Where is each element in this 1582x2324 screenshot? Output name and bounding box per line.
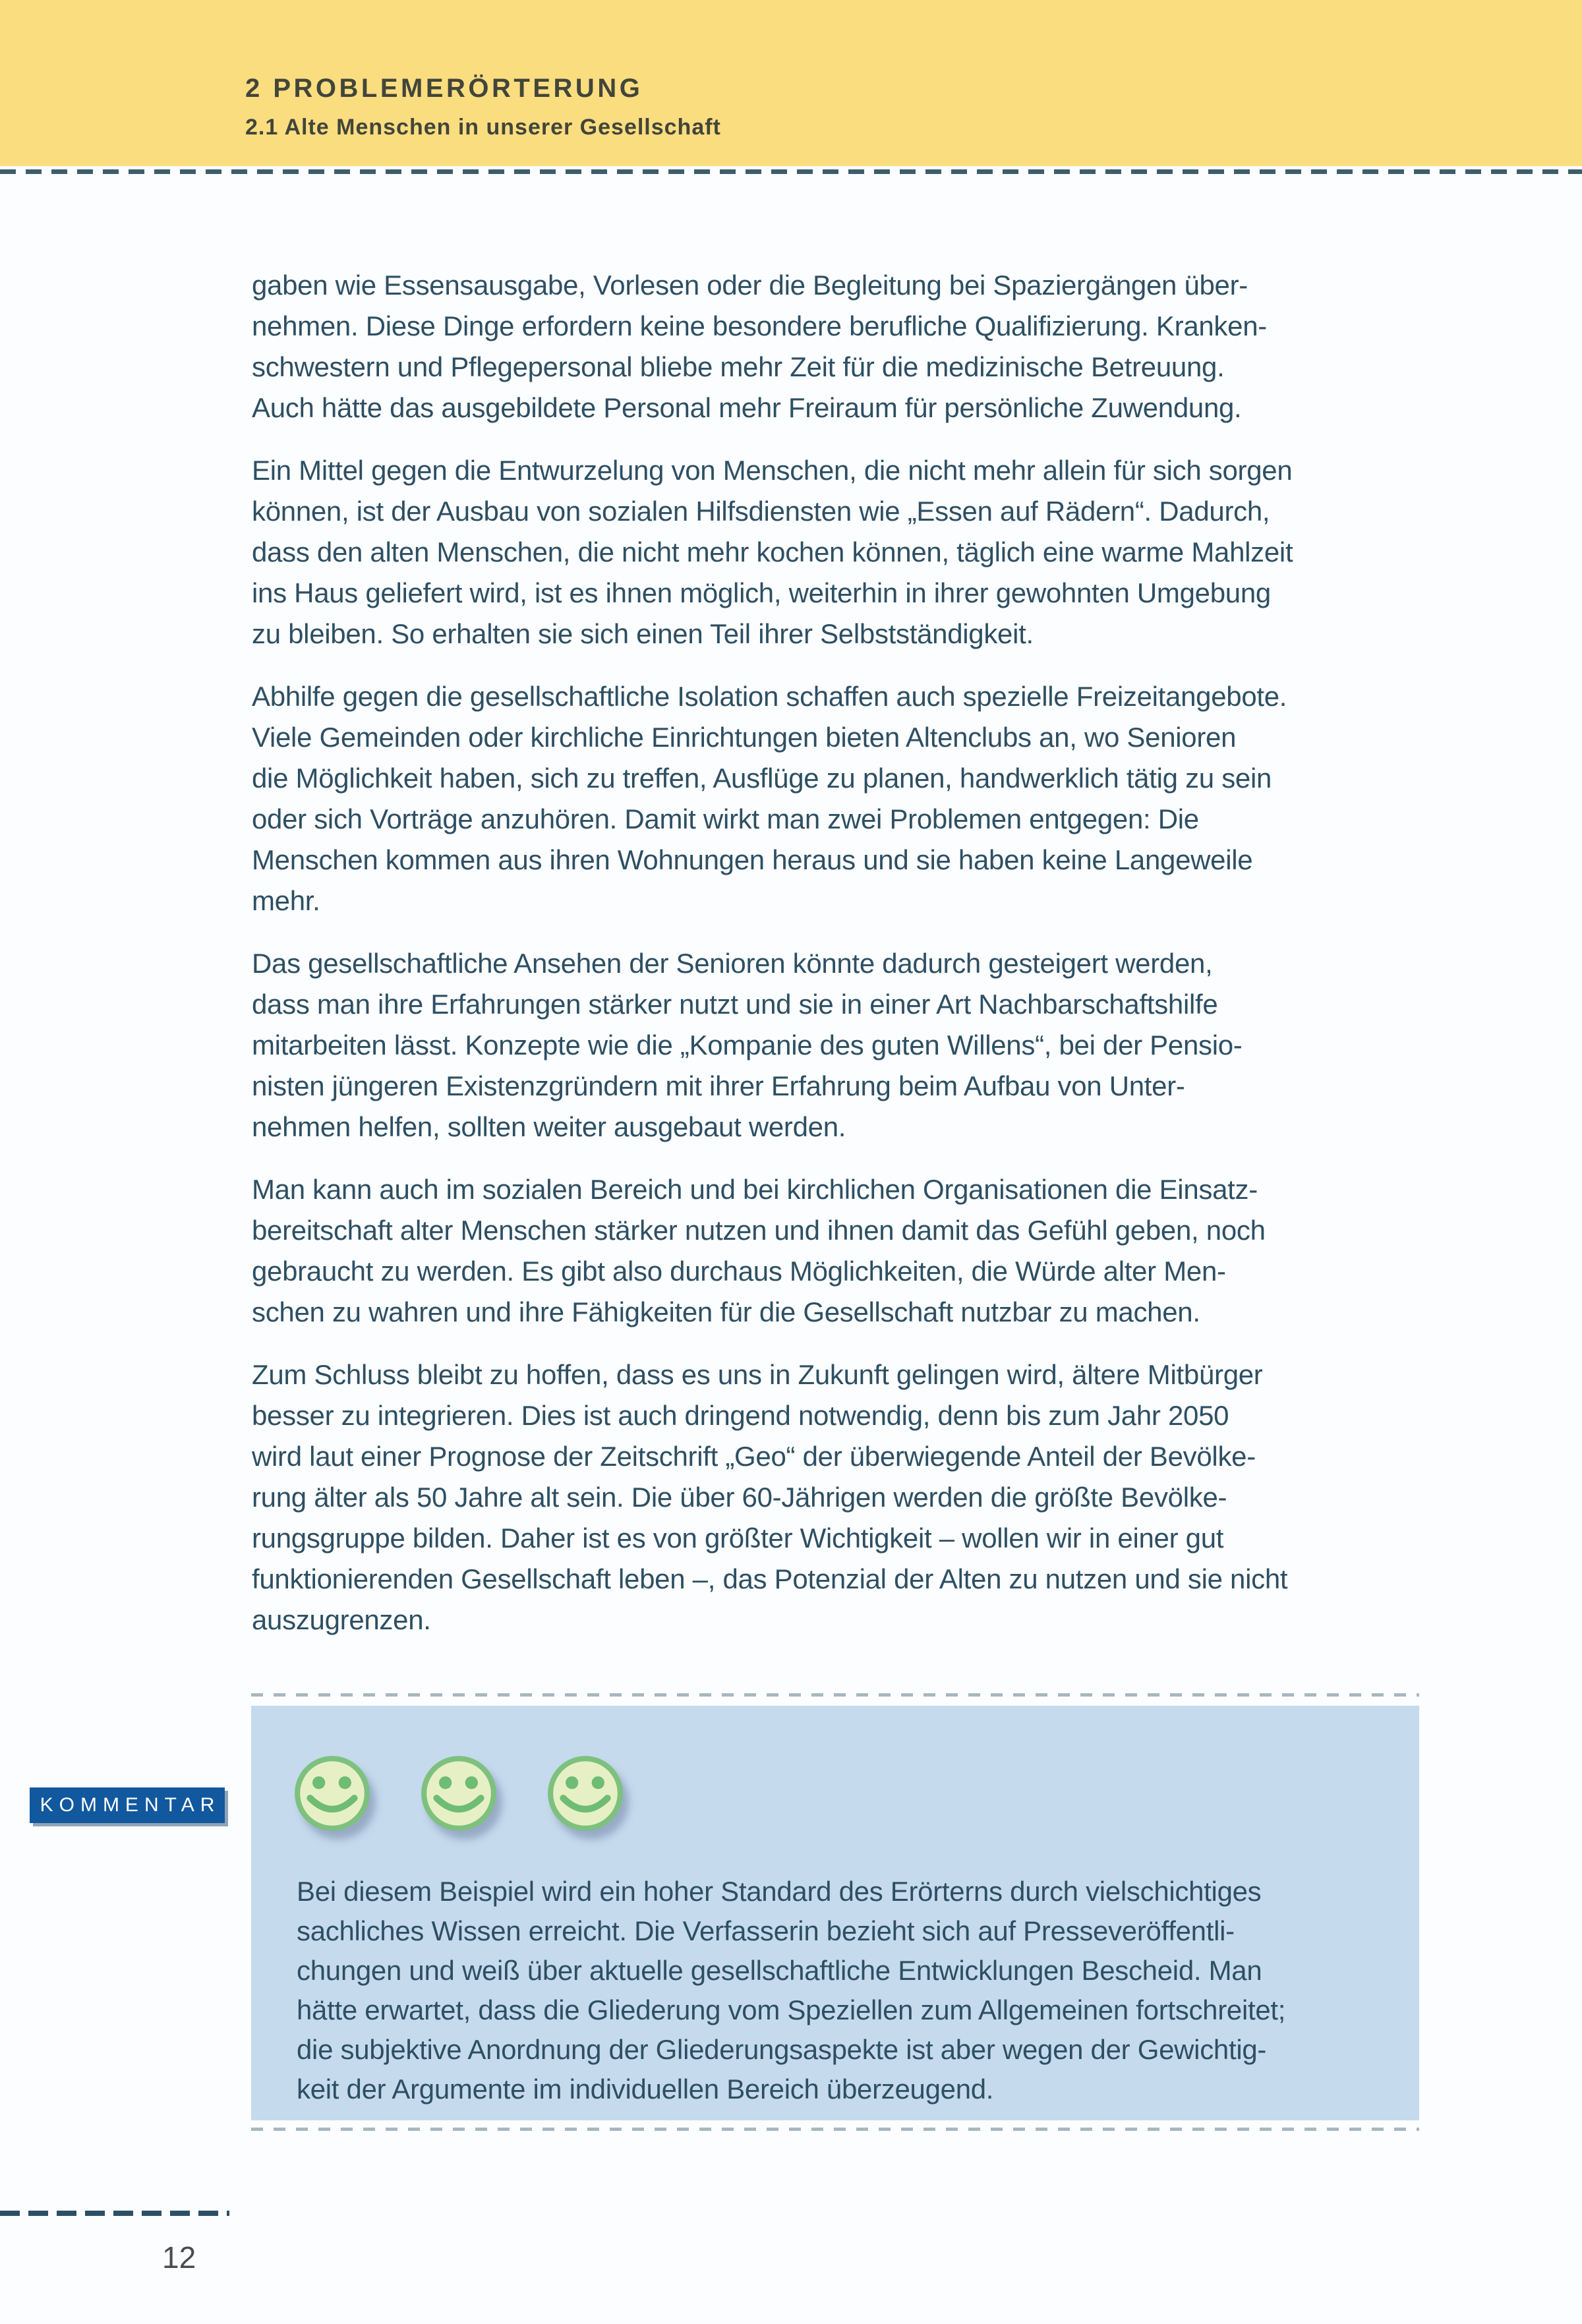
text-line: schen zu wahren und ihre Fähigkeiten für die Gesellschaft nutzbar zu machen.	[252, 1296, 1200, 1327]
kommentar-label: KOMMENTAR	[30, 1787, 225, 1823]
body-paragraph	[252, 450, 1425, 654]
page-number: 12	[162, 2240, 196, 2275]
text-line: können, ist der Ausbau von sozialen Hilfsdiensten wie „Essen auf Rädern“. Dadurch,	[252, 496, 1270, 527]
comment-text-line: die subjektive Anordnung der Gliederungsaspekte ist aber wegen der Gewichtig-	[297, 2034, 1267, 2065]
body-paragraph	[252, 1169, 1425, 1333]
text-line: Man kann auch im sozialen Bereich und bei kirchlichen Organisationen die Einsatz-	[252, 1174, 1258, 1205]
text-line: bereitschaft alter Menschen stärker nutzen und ihnen damit das Gefühl geben, noch	[252, 1215, 1266, 1246]
text-line: Auch hätte das ausgebildete Personal mehr Freiraum für persönliche Zuwendung.	[252, 392, 1242, 423]
text-line: Ein Mittel gegen die Entwurzelung von Menschen, die nicht mehr allein für sich sorgen	[252, 455, 1293, 486]
text-line: rungsgruppe bilden. Daher ist es von größter Wichtigkeit – wollen wir in einer gut	[252, 1523, 1224, 1554]
text-line: mehr.	[252, 885, 320, 916]
text-line: funktionierenden Gesellschaft leben –, das Potenzial der Alten zu nutzen und sie nicht	[252, 1563, 1288, 1594]
text-line: nehmen. Diese Dinge erfordern keine besondere berufliche Qualifizierung. Kranken-	[252, 310, 1267, 341]
comment-box-bottom-dashed-line	[251, 2128, 1419, 2131]
text-line: rung älter als 50 Jahre alt sein. Die über 60-Jährigen werden die größte Bevölke-	[252, 1482, 1227, 1513]
text-line: dass den alten Menschen, die nicht mehr kochen können, täglich eine warme Mahlzeit	[252, 537, 1293, 567]
comment-text-line: Bei diesem Beispiel wird ein hoher Standard des Erörterns durch vielschichtiges	[297, 1876, 1262, 1907]
text-line: oder sich Vorträge anzuhören. Damit wirkt man zwei Problemen entgegen: Die	[252, 803, 1199, 834]
text-line: Viele Gemeinden oder kirchliche Einrichtungen bieten Altenclubs an, wo Senioren	[252, 722, 1237, 753]
text-line: Abhilfe gegen die gesellschaftliche Isolation schaffen auch spezielle Freizeitangebote.	[252, 681, 1287, 712]
comment-text-line: sachliches Wissen erreicht. Die Verfasserin bezieht sich auf Presseveröffentli-	[297, 1915, 1235, 1946]
comment-text-line: chungen und weiß über aktuelle gesellschaftliche Entwicklungen Bescheid. Man	[297, 1955, 1262, 1986]
body-paragraph	[252, 676, 1425, 921]
text-line: wird laut einer Prognose der Zeitschrift „Geo“ der überwiegende Anteil der Bevölke-	[252, 1441, 1256, 1472]
text-line: Zum Schluss bleibt zu hoffen, dass es uns in Zukunft gelingen wird, ältere Mitbürger	[252, 1359, 1263, 1390]
body-text	[252, 265, 1425, 1662]
body-paragraph	[252, 943, 1425, 1147]
text-line: gebraucht zu werden. Es gibt also durchaus Möglichkeiten, die Würde alter Men-	[252, 1256, 1226, 1287]
smiley-row	[292, 1753, 626, 1834]
text-line: zu bleiben. So erhalten sie sich einen Teil ihrer Selbstständigkeit.	[252, 618, 1034, 649]
body-paragraph	[252, 265, 1425, 428]
comment-box-top-dashed-line	[251, 1693, 1419, 1697]
comment-text	[297, 1872, 1404, 2109]
text-line: dass man ihre Erfahrungen stärker nutzt und sie in einer Art Nachbarschaftshilfe	[252, 989, 1218, 1020]
text-line: ins Haus geliefert wird, ist es ihnen möglich, weiterhin in ihrer gewohnten Umgebung	[252, 577, 1271, 608]
smiley-icon	[292, 1753, 372, 1834]
section-heading: 2.1 Alte Menschen in unserer Gesellschaft	[245, 115, 721, 140]
text-line: auszugrenzen.	[252, 1604, 431, 1635]
text-line: nehmen helfen, sollten weiter ausgebaut werden.	[252, 1111, 846, 1142]
body-paragraph	[252, 1354, 1425, 1641]
text-line: besser zu integrieren. Dies ist auch dringend notwendig, denn bis zum Jahr 2050	[252, 1400, 1229, 1431]
smiley-icon	[419, 1753, 499, 1834]
header-band	[0, 0, 1582, 166]
header-divider-dashed-line	[0, 169, 1582, 174]
text-line: die Möglichkeit haben, sich zu treffen, Ausflüge zu planen, handwerklich tätig zu sein	[252, 763, 1272, 794]
text-line: nisten jüngeren Existenzgründern mit ihrer Erfahrung beim Aufbau von Unter-	[252, 1070, 1185, 1101]
text-line: mitarbeiten lässt. Konzepte wie die „Kompanie des guten Willens“, bei der Pensio-	[252, 1030, 1243, 1060]
smiley-icon	[545, 1753, 626, 1834]
text-line: Menschen kommen aus ihren Wohnungen heraus und sie haben keine Langeweile	[252, 844, 1253, 875]
text-line: Das gesellschaftliche Ansehen der Senioren könnte dadurch gesteigert werden,	[252, 948, 1213, 979]
comment-text-line: keit der Argumente im individuellen Bereich überzeugend.	[297, 2074, 994, 2105]
chapter-heading: 2 PROBLEMERÖRTERUNG	[245, 74, 643, 103]
text-line: gaben wie Essensausgabe, Vorlesen oder die Begleitung bei Spaziergängen über-	[252, 270, 1248, 301]
comment-text-line: hätte erwartet, dass die Gliederung vom Speziellen zum Allgemeinen fortschreitet;	[297, 1994, 1286, 2025]
comment-box	[251, 1706, 1419, 2120]
text-line: schwestern und Pflegepersonal bliebe mehr Zeit für die medizinische Betreuung.	[252, 351, 1225, 382]
footer-dashed-line	[0, 2211, 229, 2216]
